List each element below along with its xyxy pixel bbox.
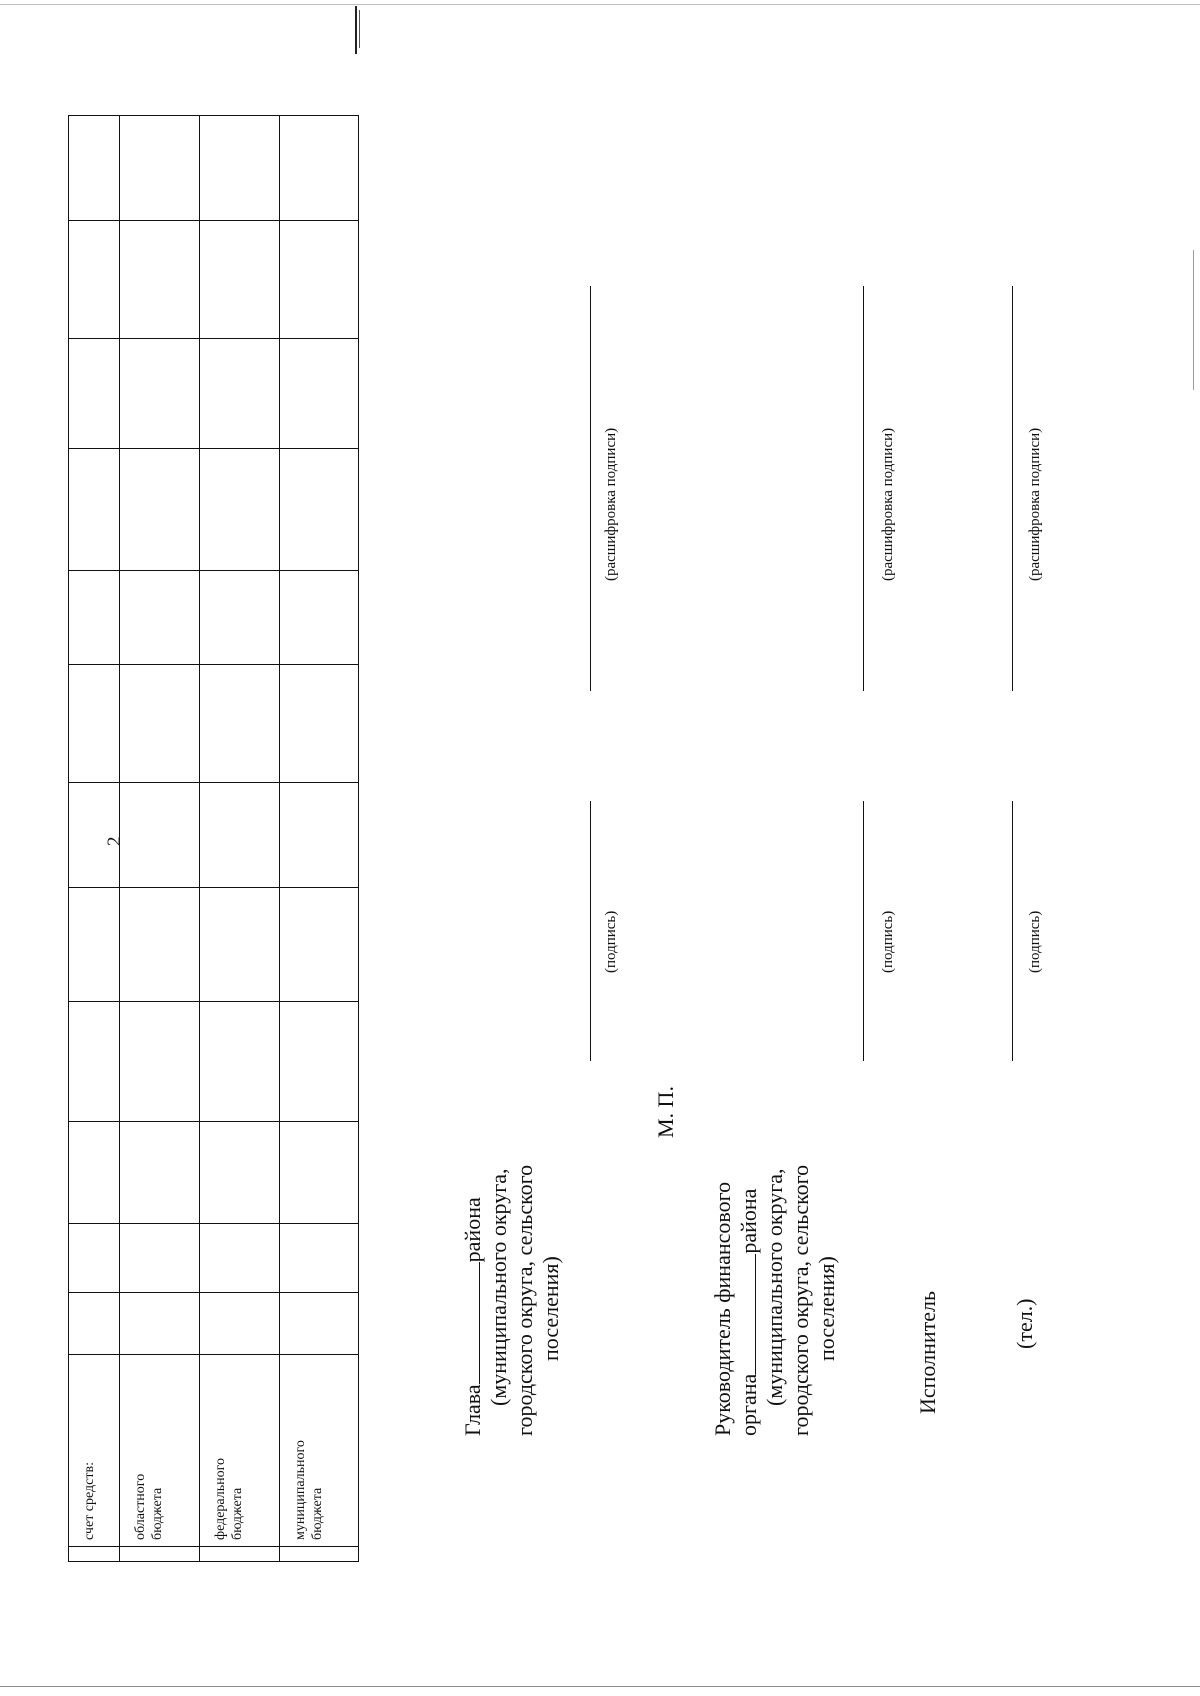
row-label-line: бюджета (230, 1487, 245, 1540)
executor-decoding-caption: (расшифровка подписи) (1027, 427, 1043, 581)
table-cell (120, 888, 200, 1002)
table-cell (200, 783, 280, 888)
table-cell (120, 1224, 200, 1293)
table-row (69, 116, 120, 1562)
head-district: района (460, 1197, 485, 1263)
executor-phone: (тел.) (1012, 1298, 1037, 1349)
table-cell (120, 449, 200, 571)
table-cell (200, 1002, 280, 1122)
table-row (280, 116, 359, 1562)
blank-field (479, 1262, 480, 1384)
table-cell (200, 449, 280, 571)
table-cell (200, 665, 280, 783)
table-cell (280, 1547, 359, 1562)
finance-line-1: Руководитель финансового (710, 1181, 735, 1436)
table-cell (69, 1224, 120, 1293)
table-cell (200, 571, 280, 665)
table-cell (120, 1293, 200, 1355)
table-cell (120, 1122, 200, 1224)
finance-decoding-line (863, 286, 864, 691)
table-cell (69, 1122, 120, 1224)
table-cell (280, 116, 359, 221)
table-cell (69, 888, 120, 1002)
row-label (120, 1355, 200, 1547)
row-label-line: муниципального (293, 1440, 308, 1540)
executor-signature-caption: (подпись) (1027, 910, 1043, 973)
finance-signature-line (863, 801, 864, 1061)
table-cell (280, 783, 359, 888)
head-line-1 (460, 1165, 486, 1506)
table-cell (200, 1122, 280, 1224)
table-cell (69, 571, 120, 665)
blank-field (755, 1254, 756, 1374)
table-cell (69, 783, 120, 888)
table-cell (69, 665, 120, 783)
table-cell (200, 221, 280, 339)
table-cell (69, 1293, 120, 1355)
finance-block (710, 1165, 840, 1506)
finance-line-5: поселения) (814, 1256, 839, 1361)
executor-signature-line (1012, 801, 1013, 1061)
table-cell (280, 1122, 359, 1224)
head-decoding-caption: (расшифровка подписи) (603, 427, 619, 581)
table-row (200, 116, 280, 1562)
table-cell (280, 888, 359, 1002)
head-signature-line (590, 801, 591, 1061)
table-cell (120, 783, 200, 888)
budget-table (68, 115, 359, 1562)
table-cell (120, 116, 200, 221)
table-cell (69, 1547, 120, 1562)
row-label-line: бюджета (150, 1487, 165, 1540)
row-label-line: бюджета (310, 1487, 325, 1540)
table-cell (280, 665, 359, 783)
finance-organ: органа (736, 1373, 761, 1436)
table-cell (69, 1002, 120, 1122)
executor-decoding-line (1012, 286, 1013, 691)
table-cell (69, 221, 120, 339)
executor-label: Исполнитель (915, 1290, 940, 1414)
table-cell (69, 449, 120, 571)
seal-label: М. П. (653, 1086, 678, 1138)
row-label-line: областного (133, 1473, 148, 1540)
table-cell (280, 571, 359, 665)
table-cell (120, 339, 200, 449)
table-cell (120, 221, 200, 339)
table-row (120, 116, 200, 1562)
row-label (280, 1355, 359, 1547)
finance-line-2 (736, 1165, 762, 1506)
finance-line-4: городского округа, сельского (788, 1164, 813, 1436)
table-cell (200, 1293, 280, 1355)
head-block (460, 1165, 564, 1506)
table-cell (200, 116, 280, 221)
table-cell (200, 1547, 280, 1562)
row-label (200, 1355, 280, 1547)
table-cell (280, 1293, 359, 1355)
finance-district: района (736, 1188, 761, 1254)
table-cell (280, 1002, 359, 1122)
table-cell (120, 571, 200, 665)
table-cell (69, 339, 120, 449)
finance-signature-caption: (подпись) (880, 910, 896, 973)
row-label-line: федерального (213, 1457, 228, 1540)
head-line-3: городского округа, сельского (512, 1164, 537, 1436)
table-cell (280, 449, 359, 571)
table-cell (200, 888, 280, 1002)
row-label: счет средств: (69, 1355, 120, 1547)
head-title: Глава (460, 1384, 485, 1436)
page-number: 2 (104, 836, 125, 846)
table-cell (120, 1002, 200, 1122)
table-cell (200, 1224, 280, 1293)
table-cell (69, 116, 120, 221)
head-line-4: поселения) (538, 1256, 563, 1361)
head-line-2: (муниципального округа, (486, 1168, 511, 1406)
table-cell (280, 339, 359, 449)
table-cell (200, 339, 280, 449)
table-cell (280, 221, 359, 339)
head-signature-caption: (подпись) (603, 910, 619, 973)
finance-decoding-caption: (расшифровка подписи) (880, 427, 896, 581)
table-cell (280, 1224, 359, 1293)
finance-line-3: (муниципального округа, (762, 1168, 787, 1406)
table-cell (120, 1547, 200, 1562)
head-decoding-line (590, 286, 591, 691)
table-cell (120, 665, 200, 783)
